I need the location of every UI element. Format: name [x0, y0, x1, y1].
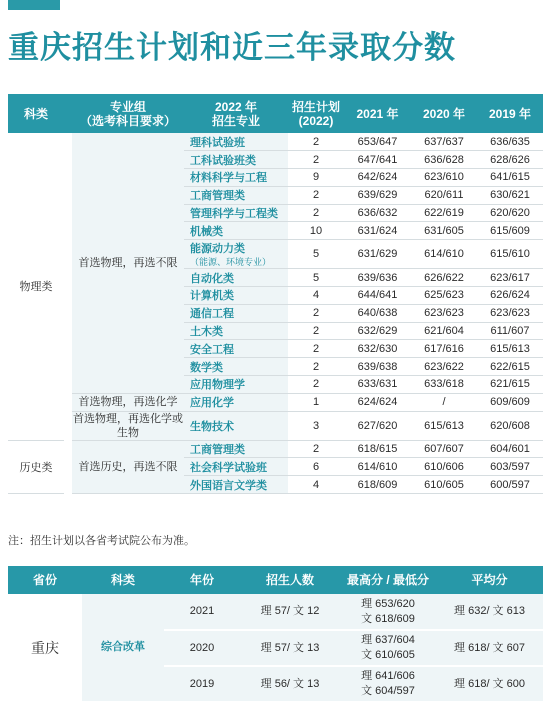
maxmin-line1: 理 637/604 [361, 634, 415, 646]
header-group-line1: 专业组 [109, 99, 146, 114]
score-2020-cell: 621/604 [411, 322, 477, 340]
type-cell: 综合改革 [82, 594, 164, 702]
score-2019-cell: 611/607 [477, 322, 543, 340]
plan-cell: 2 [288, 340, 344, 358]
score-2021-cell: 631/629 [344, 240, 411, 269]
table-row [8, 411, 543, 440]
subject-group-cell: 首选物理，再选不限 [72, 133, 184, 393]
major-cell [184, 240, 288, 269]
enroll-cell: 理 56/ 文 13 [240, 666, 340, 702]
plan-cell: 2 [288, 358, 344, 376]
score-2021-cell: 618/615 [344, 440, 411, 458]
major-cell [184, 458, 288, 476]
score-2019-cell: 615/610 [477, 240, 543, 269]
admission-plan-body [8, 133, 543, 494]
subject-group-cell: 首选历史，再选不限 [72, 440, 184, 493]
maxmin-line1: 理 641/606 [361, 670, 415, 682]
score-2021-cell: 632/630 [344, 340, 411, 358]
footnote: 注：招生计划以各省考试院公布为准。 [8, 535, 195, 547]
enroll-cell: 理 57/ 文 13 [240, 630, 340, 666]
plan-cell: 2 [288, 322, 344, 340]
plan-cell: 10 [288, 222, 344, 240]
score-2021-cell: 653/647 [344, 133, 411, 151]
score-2019-cell: 615/609 [477, 222, 543, 240]
major-name: 计算机类 [190, 290, 234, 303]
plan-cell: 2 [288, 376, 344, 394]
header-2019: 2019 年 [477, 94, 543, 133]
table-header-row [8, 566, 543, 594]
header-group [72, 94, 184, 133]
plan-cell: 2 [288, 151, 344, 169]
major-cell [184, 440, 288, 458]
score-2021-cell: 644/641 [344, 287, 411, 305]
score-2019-cell: 620/620 [477, 204, 543, 222]
avg-cell: 理 618/ 文 607 [436, 630, 543, 666]
major-name: 生物技术 [190, 420, 234, 433]
header-2021: 2021 年 [344, 94, 411, 133]
score-2020-cell: 622/619 [411, 204, 477, 222]
score-2021-cell: 627/620 [344, 411, 411, 440]
header-plan [288, 94, 344, 133]
score-2019-cell: 628/626 [477, 151, 543, 169]
score-2020-cell: 623/610 [411, 169, 477, 187]
major-cell [184, 340, 288, 358]
score-2020-cell: 610/606 [411, 458, 477, 476]
score-2021-cell: 624/624 [344, 393, 411, 411]
major-name: 能源动力类 [190, 243, 245, 256]
score-2020-cell: 631/605 [411, 222, 477, 240]
major-cell [184, 304, 288, 322]
page-title: 重庆招生计划和近三年录取分数 [8, 30, 456, 65]
table-row [8, 133, 543, 151]
plan-cell: 5 [288, 269, 344, 287]
major-name: 工科试验班类 [190, 154, 256, 167]
table-row [8, 393, 543, 411]
score-2019-cell: 630/621 [477, 186, 543, 204]
score-2020-cell: 623/623 [411, 304, 477, 322]
plan-cell: 6 [288, 458, 344, 476]
header-maxmin: 最高分 / 最低分 [340, 566, 436, 594]
header-2020: 2020 年 [411, 94, 477, 133]
score-2019-cell: 609/609 [477, 393, 543, 411]
score-2021-cell: 640/638 [344, 304, 411, 322]
plan-cell: 9 [288, 169, 344, 187]
major-cell [184, 186, 288, 204]
score-history-table [8, 566, 543, 703]
header-plan-line1: 招生计划 [291, 99, 340, 114]
maxmin-cell [340, 666, 436, 702]
score-2019-cell: 622/615 [477, 358, 543, 376]
avg-cell: 理 618/ 文 600 [436, 666, 543, 702]
major-cell [184, 358, 288, 376]
major-name: 安全工程 [190, 343, 234, 356]
header-major [184, 94, 288, 133]
plan-cell: 3 [288, 411, 344, 440]
major-name: 通信工程 [190, 308, 234, 321]
major-name: 数学类 [190, 361, 223, 374]
section-gutter [64, 440, 72, 493]
table-row [8, 594, 543, 630]
plan-cell: 1 [288, 393, 344, 411]
major-cell [184, 393, 288, 411]
plan-cell: 5 [288, 240, 344, 269]
major-cell [184, 411, 288, 440]
score-2019-cell: 621/615 [477, 376, 543, 394]
major-name: 应用物理学 [190, 379, 245, 392]
major-cell [184, 151, 288, 169]
major-name: 社会科学试验班 [190, 461, 267, 474]
plan-cell: 4 [288, 287, 344, 305]
plan-cell: 2 [288, 304, 344, 322]
score-2021-cell: 631/624 [344, 222, 411, 240]
header-avg: 平均分 [436, 566, 543, 594]
subject-group-cell: 首选物理，再选化学或生物 [73, 412, 183, 439]
score-2020-cell: / [411, 393, 477, 411]
score-2020-cell: 636/628 [411, 151, 477, 169]
section-gutter [64, 133, 72, 440]
table-header-row [8, 94, 543, 133]
header-type: 科类 [8, 94, 64, 133]
header-enroll: 招生人数 [240, 566, 340, 594]
score-2020-cell: 617/616 [411, 340, 477, 358]
score-2021-cell: 633/631 [344, 376, 411, 394]
major-name: 工商管理类 [190, 190, 245, 203]
score-2020-cell: 637/637 [411, 133, 477, 151]
header-major-line2: 招生专业 [211, 113, 260, 128]
year-cell: 2020 [164, 630, 240, 666]
table-row [8, 440, 543, 458]
maxmin-line2: 文 610/605 [361, 649, 415, 661]
enroll-cell: 理 57/ 文 12 [240, 594, 340, 630]
major-name: 工商管理类 [190, 444, 245, 457]
maxmin-line2: 文 618/609 [361, 612, 415, 625]
score-2019-cell: 623/623 [477, 304, 543, 322]
plan-cell: 2 [288, 440, 344, 458]
maxmin-cell [340, 594, 436, 630]
score-2019-cell: 603/597 [477, 458, 543, 476]
header-province: 省份 [8, 566, 82, 594]
score-history-body [8, 594, 543, 702]
score-2021-cell: 639/636 [344, 269, 411, 287]
major-cell [184, 287, 288, 305]
score-2020-cell: 625/623 [411, 287, 477, 305]
score-2019-cell: 600/597 [477, 476, 543, 494]
major-name: 机械类 [190, 225, 223, 238]
score-2020-cell: 607/607 [411, 440, 477, 458]
score-2019-cell: 620/608 [477, 411, 543, 440]
avg-cell: 理 632/ 文 613 [436, 594, 543, 630]
maxmin-line1: 理 653/620 [361, 597, 415, 610]
plan-cell: 4 [288, 476, 344, 494]
score-2019-cell: 623/617 [477, 269, 543, 287]
header-type: 科类 [82, 566, 164, 594]
score-2019-cell: 626/624 [477, 287, 543, 305]
major-name: 自动化类 [190, 272, 234, 285]
header-group-line2: （选考科目要求） [79, 113, 176, 128]
major-cell [184, 204, 288, 222]
score-2021-cell: 647/641 [344, 151, 411, 169]
plan-cell: 2 [288, 186, 344, 204]
major-name: 土木类 [190, 326, 223, 339]
score-2021-cell: 614/610 [344, 458, 411, 476]
major-cell [184, 222, 288, 240]
score-2020-cell: 610/605 [411, 476, 477, 494]
plan-cell: 2 [288, 204, 344, 222]
score-2019-cell: 615/613 [477, 340, 543, 358]
major-cell [184, 133, 288, 151]
year-cell: 2019 [164, 666, 240, 702]
score-2021-cell: 632/629 [344, 322, 411, 340]
score-2019-cell: 604/601 [477, 440, 543, 458]
year-cell: 2021 [164, 594, 240, 630]
score-2019-cell: 641/615 [477, 169, 543, 187]
major-cell [184, 169, 288, 187]
subject-group-cell: 首选物理，再选化学 [72, 393, 184, 411]
score-2020-cell: 615/613 [411, 411, 477, 440]
major-name: 管理科学与工程类 [190, 208, 278, 221]
major-name: 材料科学与工程 [190, 172, 267, 185]
major-name: 外国语言文学类 [190, 479, 267, 492]
major-subtitle: （能源、环境专业） [190, 257, 272, 268]
major-name: 理科试验班 [190, 136, 245, 149]
score-2020-cell: 620/611 [411, 186, 477, 204]
header-gutter [64, 94, 72, 133]
province-cell: 重庆 [8, 594, 82, 702]
major-cell [184, 322, 288, 340]
major-cell [184, 376, 288, 394]
header-year: 年份 [164, 566, 240, 594]
admission-plan-table [8, 94, 543, 494]
score-2021-cell: 642/624 [344, 169, 411, 187]
subject-type-cell: 物理类 [8, 133, 64, 440]
score-2019-cell: 636/635 [477, 133, 543, 151]
major-cell [184, 476, 288, 494]
maxmin-cell [340, 630, 436, 666]
header-major-line1: 2022 年 [214, 99, 258, 114]
plan-cell: 2 [288, 133, 344, 151]
score-2021-cell: 639/638 [344, 358, 411, 376]
maxmin-line2: 文 604/597 [361, 685, 415, 697]
major-cell [184, 269, 288, 287]
accent-bar [8, 0, 60, 10]
score-2021-cell: 618/609 [344, 476, 411, 494]
header-plan-line2: (2022) [298, 113, 334, 128]
score-2020-cell: 623/622 [411, 358, 477, 376]
score-2021-cell: 636/632 [344, 204, 411, 222]
score-2020-cell: 633/618 [411, 376, 477, 394]
score-2020-cell: 614/610 [411, 240, 477, 269]
score-2021-cell: 639/629 [344, 186, 411, 204]
major-name: 应用化学 [190, 397, 234, 410]
subject-type-cell: 历史类 [8, 440, 64, 493]
score-2020-cell: 626/622 [411, 269, 477, 287]
